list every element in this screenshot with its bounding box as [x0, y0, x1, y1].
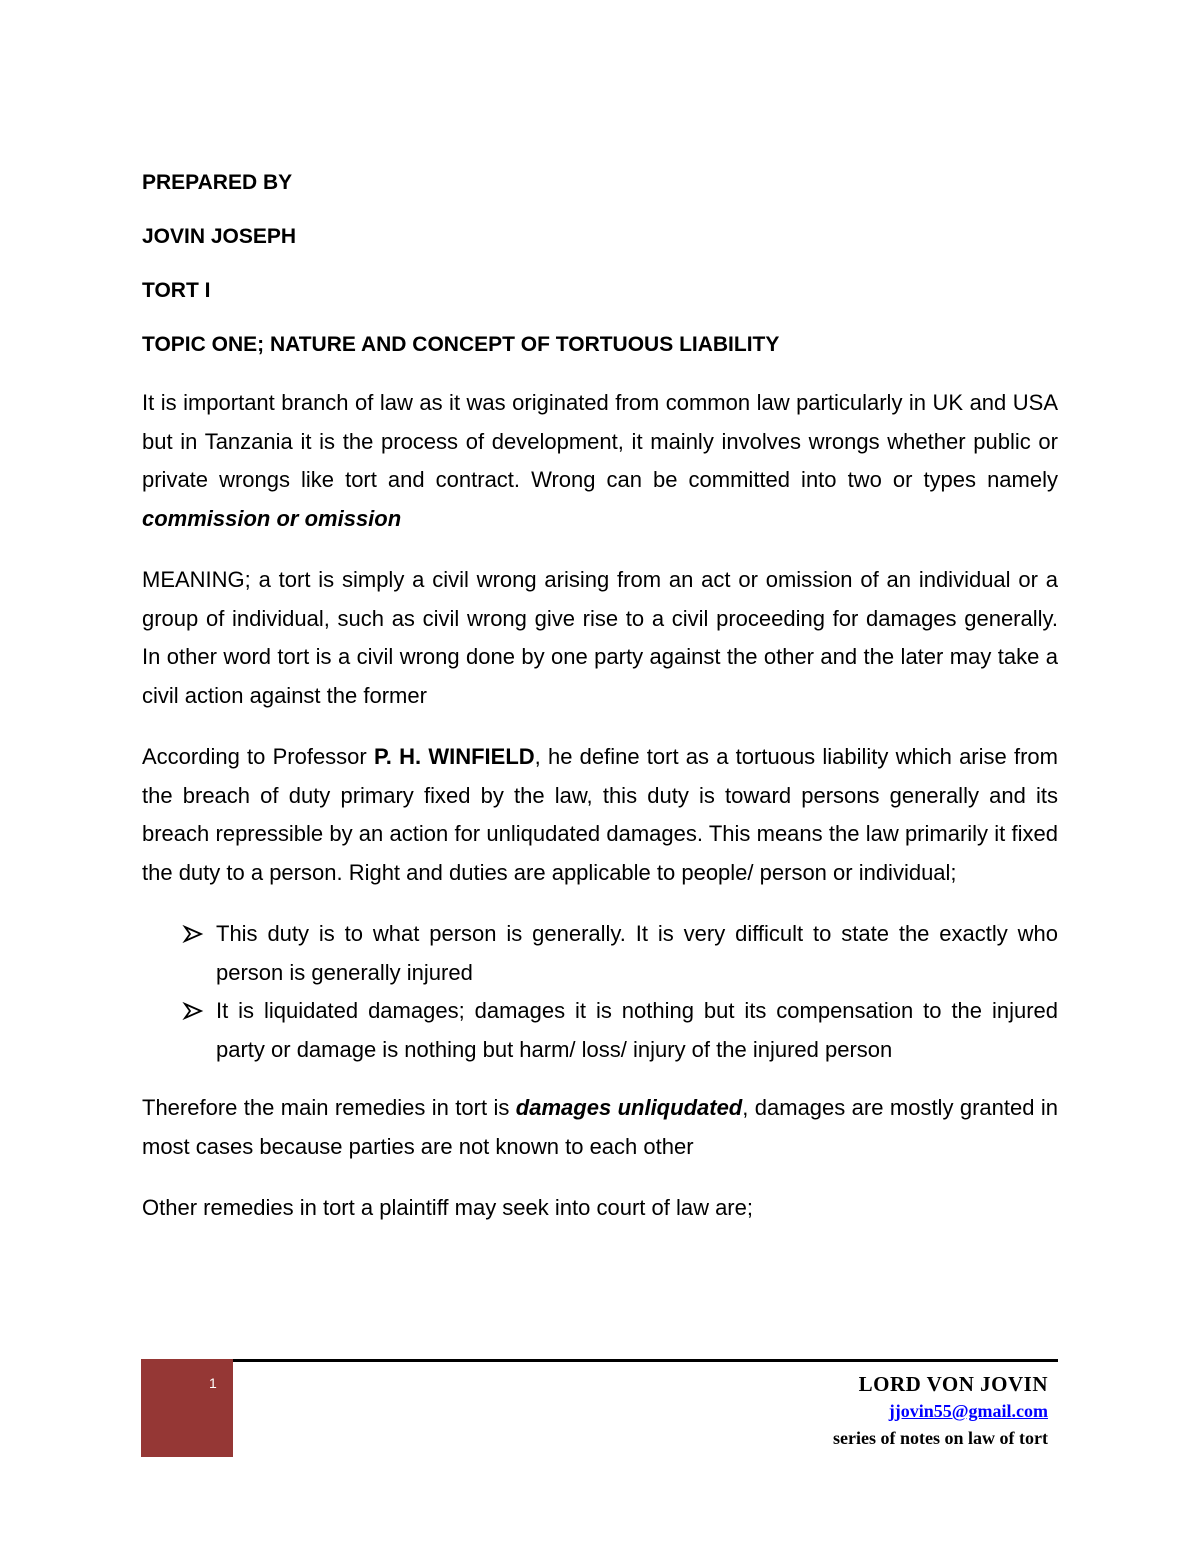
- paragraph-remedies-rest: , damages are mostly granted in most cases because parties are not known to each other: [142, 1095, 1059, 1159]
- paragraph-remedies-lead: Therefore the main remedies in tort is: [142, 1095, 516, 1120]
- bullet-text: It is liquidated damages; damages it is nothing but its compensation to the injured party or damage is nothing but harm/ loss/ injury of the injured person: [216, 998, 1058, 1062]
- topic-heading: TOPIC ONE; NATURE AND CONCEPT OF TORTUOUS LIABILITY: [142, 333, 780, 356]
- prepared-by-label: PREPARED BY: [142, 171, 293, 194]
- bullet-text: This duty is to what person is generally. It is very difficult to state the exactly who person is generally injured: [216, 921, 1058, 985]
- winfield-name: P. H. WINFIELD: [373, 744, 535, 769]
- page-number: 1: [209, 1375, 217, 1391]
- footer: [833, 1371, 1048, 1452]
- footer-series: series of notes on law of tort: [833, 1428, 1048, 1448]
- list-item: [142, 992, 1058, 1069]
- arrow-bullet-icon: [182, 992, 204, 1030]
- bullet-list: [142, 915, 1058, 1069]
- paragraph-other-remedies: Other remedies in tort a plaintiff may seek into court of law are;: [142, 1195, 753, 1220]
- arrow-bullet-icon: [182, 915, 204, 953]
- remedies-emphasis: damages unliqudated: [515, 1095, 743, 1120]
- paragraph-intro-text: It is important branch of law as it was originated from common law particularly in UK and USA but in Tanzania it is the process of development, it mainly involves wrongs whether public or private wrongs like tort and contract. Wrong can be committed into two or types namely: [142, 390, 1058, 492]
- paragraph-remedies: [142, 1089, 1058, 1166]
- paragraph-winfield-lead: According to Professor: [142, 744, 374, 769]
- paragraph-meaning: MEANING; a tort is simply a civil wrong arising from an act or omission of an individual or a group of individual, such as civil wrong give rise to a civil proceeding for damages generally. In other word tort is a civil wrong done by one party against the other and the later may take a civil action against the former: [142, 567, 1058, 708]
- footer-author: LORD VON JOVIN: [858, 1372, 1048, 1396]
- course-title: TORT I: [142, 279, 211, 302]
- paragraph-winfield-rest: , he define tort as a tortuous liability which arise from the breach of duty primary fixed by the law, this duty is toward persons generally and its breach repressible by an action for unliqudated damages. This means the law primarily it fixed the duty to a person. Right and duties are applicable to people/ person or individual;: [142, 744, 1058, 885]
- paragraph-intro-emphasis: commission or omission: [142, 505, 402, 531]
- document-body: [142, 168, 1058, 1251]
- footer-page-box: [141, 1359, 233, 1457]
- footer-email-link[interactable]: jjovin55@gmail.com: [888, 1401, 1048, 1421]
- footer-divider: [233, 1359, 1058, 1362]
- paragraph-winfield: [142, 738, 1058, 892]
- author-name: JOVIN JOSEPH: [142, 225, 297, 248]
- list-item: [142, 915, 1058, 992]
- paragraph-intro: [142, 384, 1058, 538]
